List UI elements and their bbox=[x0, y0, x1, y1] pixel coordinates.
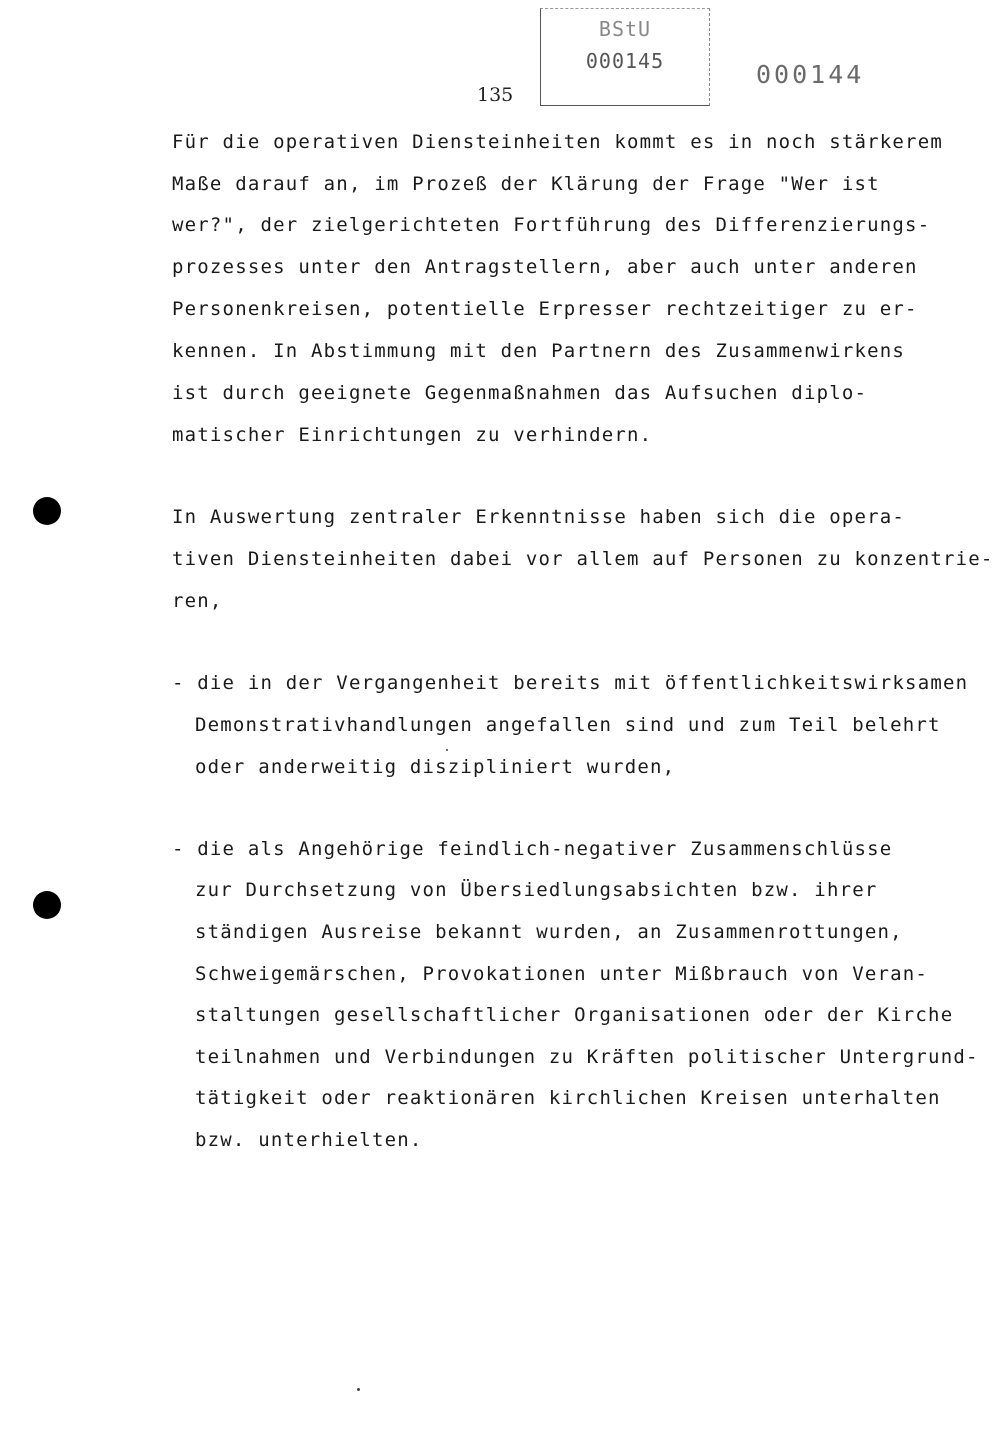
list-item-line: bzw. unterhielten. bbox=[195, 1129, 423, 1151]
scan-speck bbox=[446, 749, 448, 751]
punch-hole-top bbox=[33, 497, 61, 525]
stamp-authority: BStU bbox=[598, 17, 652, 41]
list-item-line: oder anderweitig diszipliniert wurden, bbox=[195, 756, 676, 778]
punch-hole-bottom bbox=[33, 891, 61, 919]
text-line: kennen. In Abstimmung mit den Partnern des Zusammenwirkens bbox=[172, 340, 906, 362]
list-item-line: staltungen gesellschaftlicher Organisationen oder der Kirche bbox=[195, 1004, 954, 1026]
text-line: ren, bbox=[172, 590, 223, 612]
list-item-line: Schweigemärschen, Provokationen unter Mißbrauch von Veran- bbox=[195, 963, 929, 985]
text-line: matischer Einrichtungen zu verhindern. bbox=[172, 424, 653, 446]
text-line: Für die operativen Diensteinheiten kommt es in noch stärkerem bbox=[172, 131, 943, 153]
list-item-line: tätigkeit oder reaktionären kirchlichen Kreisen unterhalten bbox=[195, 1087, 941, 1109]
archive-number: 000144 bbox=[756, 60, 865, 89]
stamp-number: 000145 bbox=[585, 49, 665, 73]
text-line: prozesses unter den Antragstellern, aber auch unter anderen bbox=[172, 256, 918, 278]
text-line: wer?", der zielgerichteten Fortführung des Differenzierungs- bbox=[172, 214, 931, 236]
list-item-line: - die als Angehörige feindlich-negativer Zusammenschlüsse bbox=[172, 838, 893, 860]
text-line: Maße darauf an, im Prozeß der Klärung der Frage "Wer ist bbox=[172, 173, 880, 195]
list-item-line: zur Durchsetzung von Übersiedlungsabsichten bzw. ihrer bbox=[195, 879, 878, 901]
text-line: ist durch geeignete Gegenmaßnahmen das Aufsuchen diplo- bbox=[172, 382, 868, 404]
list-item-line: teilnahmen und Verbindungen zu Kräften politischer Untergrund- bbox=[195, 1046, 979, 1068]
list-item-line: - die in der Vergangenheit bereits mit öffentlichkeitswirksamen bbox=[172, 672, 969, 694]
text-line: Personenkreisen, potentielle Erpresser rechtzeitiger zu er- bbox=[172, 298, 918, 320]
list-item-line: ständigen Ausreise bekannt wurden, an Zusammenrottungen, bbox=[195, 921, 903, 943]
text-line: In Auswertung zentraler Erkenntnisse haben sich die opera- bbox=[172, 506, 906, 528]
text-line: tiven Diensteinheiten dabei vor allem auf Personen zu konzentrie- bbox=[172, 548, 994, 570]
list-item-line: Demonstrativhandlungen angefallen sind und zum Teil belehrt bbox=[195, 714, 941, 736]
archive-stamp bbox=[540, 8, 710, 106]
page-number: 135 bbox=[477, 84, 514, 106]
scan-speck bbox=[357, 1388, 360, 1391]
